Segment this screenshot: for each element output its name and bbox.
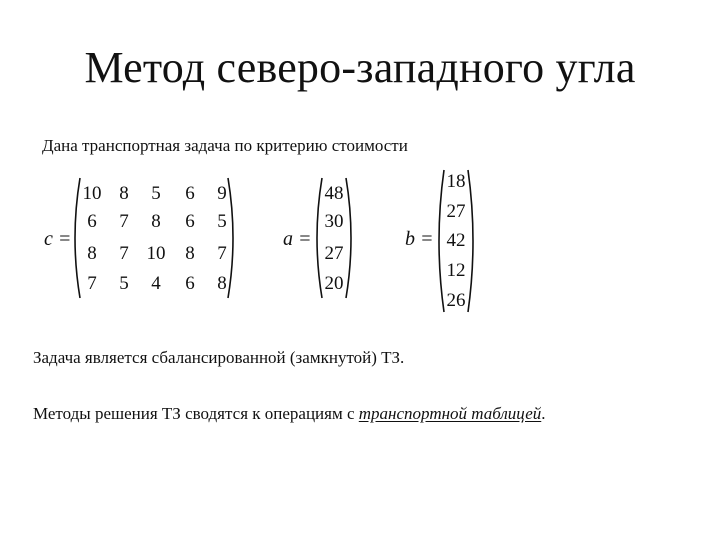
- methods-prefix: Методы решения ТЗ сводятся к операциям с: [33, 404, 359, 423]
- matrix-c-cell: 10: [82, 183, 102, 204]
- matrix-a-entry: 48: [324, 183, 344, 204]
- matrix-c-cell: 5: [217, 211, 227, 232]
- matrix-c-cell: 6: [87, 211, 97, 232]
- matrix-b-entry: 18: [446, 171, 466, 192]
- matrix-a-entry: 27: [324, 243, 344, 264]
- matrix-c-cell: 8: [87, 243, 97, 264]
- matrix-b-label: b =: [405, 228, 434, 250]
- matrix-b-entry: 27: [446, 201, 466, 222]
- matrix-c-label: c =: [44, 228, 72, 250]
- matrix-c-cell: 7: [119, 211, 129, 232]
- matrix-c-cell: 6: [185, 273, 195, 294]
- matrix-b-entry: 26: [446, 290, 466, 311]
- methods-statement: [33, 404, 546, 424]
- matrix-c-cell: 4: [151, 273, 161, 294]
- matrix-b-entry: 42: [446, 230, 466, 251]
- matrix-c-cell: 8: [151, 211, 161, 232]
- matrix-c-cell: 8: [185, 243, 195, 264]
- matrix-c-cell: 9: [217, 183, 227, 204]
- matrix-c-cell: 7: [119, 243, 129, 264]
- matrix-a-entry: 20: [324, 273, 344, 294]
- methods-suffix: .: [541, 404, 546, 423]
- matrix-c-cell: 5: [119, 273, 129, 294]
- matrix-c-cell: 5: [151, 183, 161, 204]
- balanced-statement: Задача является сбалансированной (замкнутой) ТЗ.: [33, 348, 405, 367]
- matrix-c-cell: 6: [185, 183, 195, 204]
- slide-title: Метод северо-западного угла: [84, 43, 636, 92]
- matrix-c-cell: 8: [217, 273, 227, 294]
- methods-emphasis: транспортной таблицей: [358, 404, 542, 423]
- matrix-c-cell: 7: [87, 273, 97, 294]
- matrix-c-cell: 7: [217, 243, 227, 264]
- matrix-c-cell: 8: [119, 183, 129, 204]
- matrix-c-cell: 6: [185, 211, 195, 232]
- matrix-a-entry: 30: [324, 211, 344, 232]
- intro-text: Дана транспортная задача по критерию стоимости: [42, 136, 408, 155]
- matrix-b-entry: 12: [446, 260, 466, 281]
- matrix-a-label: a =: [283, 228, 312, 250]
- matrix-c-cell: 10: [146, 243, 166, 264]
